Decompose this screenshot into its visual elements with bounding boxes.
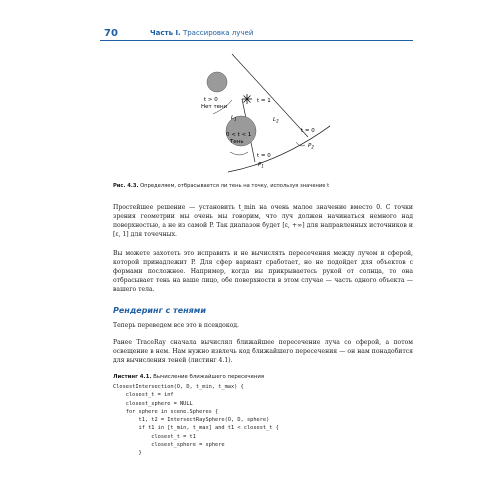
running-head-part: Часть I. (150, 29, 181, 37)
label-l1 (231, 115, 237, 122)
paragraph-tmin: Простейшее решение — установить t_min на очень малое значение вместо 0. С точки зрения геометрии мы очень мы говорим, что луч должен начинаться немного над поверхностью, а не из самой P. Так диапазон будет [ε, +∞] для направленных источников и [ε, 1] для точечных. (113, 204, 413, 238)
figure-caption (113, 183, 423, 189)
code-line: t1, t2 = IntersectRaySphere(O, D, sphere) (113, 417, 270, 424)
label-t-eq-0-right: t = 0 (301, 128, 315, 134)
code-line: closest_t = inf (113, 392, 174, 399)
label-p1-sub: 1 (261, 163, 264, 169)
label-l1-letter: L (231, 115, 235, 121)
code-line: closest_sphere = sphere (113, 442, 225, 449)
code-line: } (113, 450, 142, 457)
listing-title (113, 374, 264, 380)
label-t-eq-1: t = 1 (257, 98, 271, 104)
code-listing (113, 383, 279, 458)
code-line: closest_sphere = NULL (113, 400, 193, 407)
code-line: if t1 in [t_min, t_max] and t1 < closest_t { (113, 425, 279, 432)
section-heading: Рендеринг с тенями (113, 306, 206, 315)
point-light-icon (242, 94, 252, 104)
label-t-gt-0: t > 0 (204, 97, 218, 103)
code-line: closest_t = t1 (113, 433, 196, 440)
label-shadow: Тень (230, 139, 244, 145)
paragraph-same-object: Вы можете захотеть это исправить и не вычислять пересечения между лучом и сферой, которой принадлежит P. Для сфер вариант сработает, но не подойдет для объектов с формами посложнее. Например, когда вы прикрываетесь рукой от солнца, то она отбрасывает тень на ваше лицо, обе поверхности в этом случае — часть одного объекта — вашего тела. (113, 250, 413, 293)
label-l1-sub: 1 (234, 116, 237, 122)
label-p1-letter: P (258, 162, 262, 168)
code-line: for sphere in scene.Spheres { (113, 408, 219, 415)
label-t-eq-0-bottom: t = 0 (257, 153, 271, 159)
running-head-title: Трассировка лучей (182, 29, 254, 37)
label-p2-letter: P (308, 143, 312, 149)
paragraph-traceray: Ранее TraceRay сначала вычислял ближайшее пересечение луча со сферой, а потом освещение в нем. Нам нужно извлечь код ближайшего пересечения — он нам понадобится для вычисления теней (листинг 4.1). (113, 339, 413, 364)
page-header (0, 0, 500, 40)
page-number: 70 (104, 28, 118, 39)
label-p2-sub: 2 (311, 144, 314, 150)
listing-title-text: Вычисление ближайшего пересечения (151, 374, 265, 380)
header-rule (100, 40, 413, 41)
label-l2 (273, 117, 279, 124)
label-shadow-range: 0 < t < 1 (226, 132, 252, 138)
label-no-shadow: Нет тени (201, 104, 228, 110)
label-p2 (308, 143, 314, 150)
label-l2-sub: 2 (276, 118, 279, 124)
caption-label: Рис. 4.3. (113, 183, 139, 189)
arrow-shadow (230, 152, 248, 155)
arrow-t0-right (296, 142, 305, 146)
running-head (150, 29, 253, 37)
paragraph-pseudocode-intro: Теперь переведем все это в псевдокод. (113, 322, 239, 329)
caption-text: Определяем, отбрасывается ли тень на точку, используя значение t (138, 183, 330, 189)
sphere-small (207, 72, 227, 92)
label-l2-letter: L (273, 117, 277, 123)
shadow-diagram (170, 44, 340, 179)
listing-label: Листинг 4.1. (113, 374, 152, 380)
label-p1 (258, 162, 264, 169)
code-line: ClosestIntersection(O, D, t_min, t_max) { (113, 384, 244, 390)
